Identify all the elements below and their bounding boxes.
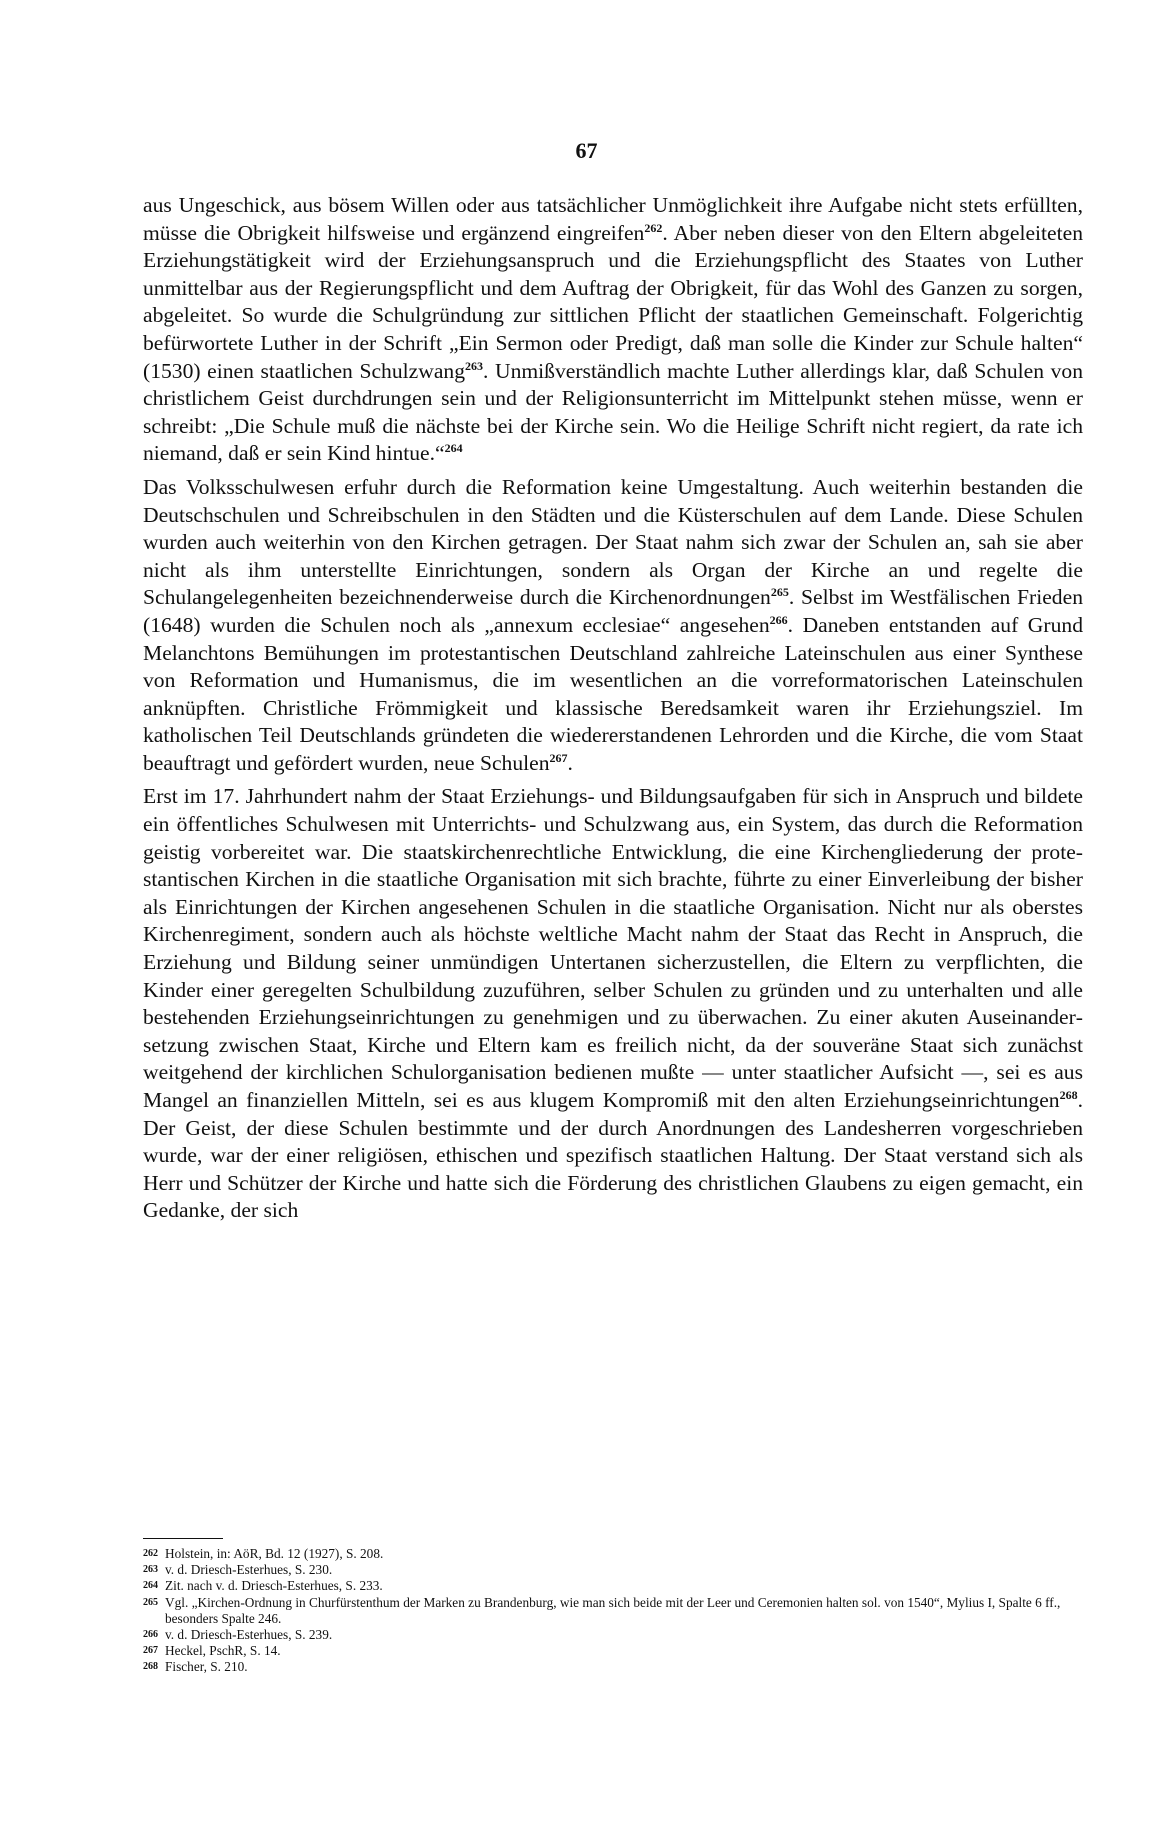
- paragraph-text: .: [567, 750, 573, 775]
- body-text: [143, 192, 1083, 1231]
- paragraph: [143, 192, 1083, 468]
- paragraph-text: Erst im 17. Jahrhundert nahm der Staat Erziehungs- und Bildungsaufgaben für sich in Anspruch und bildete ein öffentliches Schulwesen mit Unterrichts- und Schulzwang aus, ein System, das durch die Reformation geistig vorbereitet war. Die staatskirchenrechtliche Entwicklung, die eine Kirchengliederung der protestantischen Kirchen in die staatliche Organisation mit sich brachte, führte zu einer Einverleibung der bisher als Einrichtungen der Kirchen angesehenen Schulen in die staatliche Organisation. Nicht nur als oberstes Kirchenregiment, sondern auch als höchste weltliche Macht nahm der Staat das Recht in Anspruch, die Erziehung und Bildung seiner unmündigen Untertanen sicherzustellen, die Eltern zu verpflichten, die Kinder einer geregelten Schulbildung zuzuführen, selber Schulen zu gründen und zu unterhalten und alle bestehenden Erziehungseinrichtungen zu genehmigen und zu überwachen. Zu einer akuten Auseinandersetzung zwischen Staat, Kirche und Eltern kam es freilich nicht, da der souveräne Staat sich zunächst weitgehend der kirchlichen Schulorganisation bedienen mußte — unter staatlicher Aufsicht —, sei es aus Mangel an finanziellen Mitteln, sei es aus klugem Kompromiß mit den alten Erziehungseinrichtungen: [143, 784, 1083, 1112]
- footnote-text: Holstein, in: AöR, Bd. 12 (1927), S. 208.: [165, 1546, 384, 1561]
- footnote: [143, 1595, 1083, 1627]
- footnote-number: 267: [143, 1645, 158, 1657]
- footnote-reference: 268: [1059, 1088, 1078, 1102]
- paragraph-text: Das Volksschulwesen erfuhr durch die Reformation keine Umgestaltung. Auch weiterhin bestanden die Deutschschulen und Schreibschulen in den Städten und die Küsterschulen auf dem Lande. Diese Schulen wurden auch weiterhin von den Kirchen getragen. Der Staat nahm sich zwar der Schulen an, sah sie aber nicht als ihm unterstellte Einrichtungen, sondern als Organ der Kirche an und regelte die Schulangelegenheiten bezeichnenderweise durch die Kirchenordnungen: [143, 474, 1083, 610]
- footnote: [143, 1546, 1083, 1562]
- footnote-reference: 262: [644, 220, 663, 235]
- footnote-reference: 266: [769, 612, 788, 627]
- footnote-reference: 264: [444, 441, 463, 456]
- paragraph-text: . Daneben entstanden auf Grund Melanchtons Bemühungen im protestantischen Deutschland zahlreiche Lateinschulen aus einer Synthese von Reformation und Humanismus, die im wesentlichen an die vorreformatorischen Lateinschulen anknüpften. Christliche Frömmigkeit und klassische Beredsamkeit waren ihr Erziehungsziel. Im katholischen Teil Deutschlands gründeten die wiedererstandenen Lehrorden und die Kirche, die vom Staat beauftragt und gefördert wurden, neue Schulen: [143, 612, 1083, 775]
- footnote-text: Heckel, PschR, S. 14.: [165, 1643, 281, 1659]
- footnote-number: 265: [143, 1596, 158, 1608]
- paragraph-text: . Unmißverständlich machte Luther allerdings klar, daß Schulen von christlichem Geist durchdrungen sein und der Religionsunterricht im Mittelpunkt stehen müsse, wenn er schreibt: „Die Schule muß die nächste bei der Kirche sein. Wo die Heilige Schrift nicht regiert, da rate ich niemand, daß er sein Kind hintue.“: [143, 358, 1083, 466]
- footnote-number: 266: [143, 1629, 158, 1641]
- footnote-number: 262: [143, 1548, 158, 1559]
- footnote-reference: 265: [770, 585, 789, 600]
- page-number: 67: [575, 138, 598, 163]
- footnote-number: 268: [143, 1661, 158, 1673]
- footnote-text: Zit. nach v. d. Driesch-Esterhues, S. 233.: [165, 1578, 383, 1594]
- paragraph-text: aus Ungeschick, aus bösem Willen oder aus tatsächlicher Unmöglichkeit ihre Aufgabe nicht stets erfüllten, müsse die Obrigkeit hilfsweise und ergänzend eingreifen: [143, 193, 1083, 245]
- paragraph-text: . Selbst im Westfälischen Frieden (1648) wurden die Schulen noch als „annexum ecclesiae“ angesehen: [143, 585, 1083, 637]
- paragraph: [143, 783, 1083, 1225]
- footnote: [143, 1643, 1083, 1659]
- footnote-reference: 263: [465, 358, 483, 373]
- footnote-number: 263: [143, 1564, 158, 1576]
- paragraph-text: . Aber neben dieser von den Eltern abgeleiteten Erziehungstätigkeit wird der Erziehungsanspruch und die Erziehungspflicht des Staates von Luther unmittelbar aus der Regierungspflicht und dem Auftrag der Obrigkeit, für das Wohl des Ganzen zu sorgen, abgeleitet. So wurde die Schulgründung zur sittlichen Pflicht der staatlichen Gemeinschaft. Folgerichtig befürwortete Luther in der Schrift „Ein Sermon oder Predigt, daß man solle die Kinder zur Schule halten“ (1530) einen staatlichen Schulzwang: [143, 220, 1084, 383]
- footnote-text: v. d. Driesch-Esterhues, S. 239.: [165, 1627, 333, 1643]
- footnote-text: Fischer, S. 210.: [165, 1659, 248, 1675]
- paragraph-text: . Der Geist, der diese Schulen bestimmte und der durch Anordnungen des Landesherren vorgeschrieben wurde, war der einer religiösen, ethischen und spezifisch staatlichen Haltung. Der Staat verstand sich als Herr und Schützer der Kirche und hatte sich die Förderung des christlichen Glaubens zu eigen gemacht, ein Gedanke, der sich: [143, 1088, 1083, 1223]
- footnote-text: Vgl. „Kirchen-Ordnung in Churfürstenthum der Marken zu Brandenburg, wie man sich beide mit der Leer und Ceremonien halten sol. von 1540“, Mylius I, Spalte 6 ff., besonders Spalte 246.: [165, 1594, 1061, 1626]
- footnote: [143, 1562, 1083, 1578]
- footnote: [143, 1659, 1083, 1675]
- footnote-text: v. d. Driesch-Esterhues, S. 230.: [165, 1562, 333, 1578]
- footnote: [143, 1578, 1083, 1594]
- footnote-number: 264: [143, 1580, 158, 1592]
- footnote-reference: 267: [549, 750, 568, 765]
- footnote-separator: [143, 1538, 223, 1539]
- footnote: [143, 1627, 1083, 1643]
- paragraph: [143, 474, 1083, 778]
- footnotes: [143, 1546, 1083, 1676]
